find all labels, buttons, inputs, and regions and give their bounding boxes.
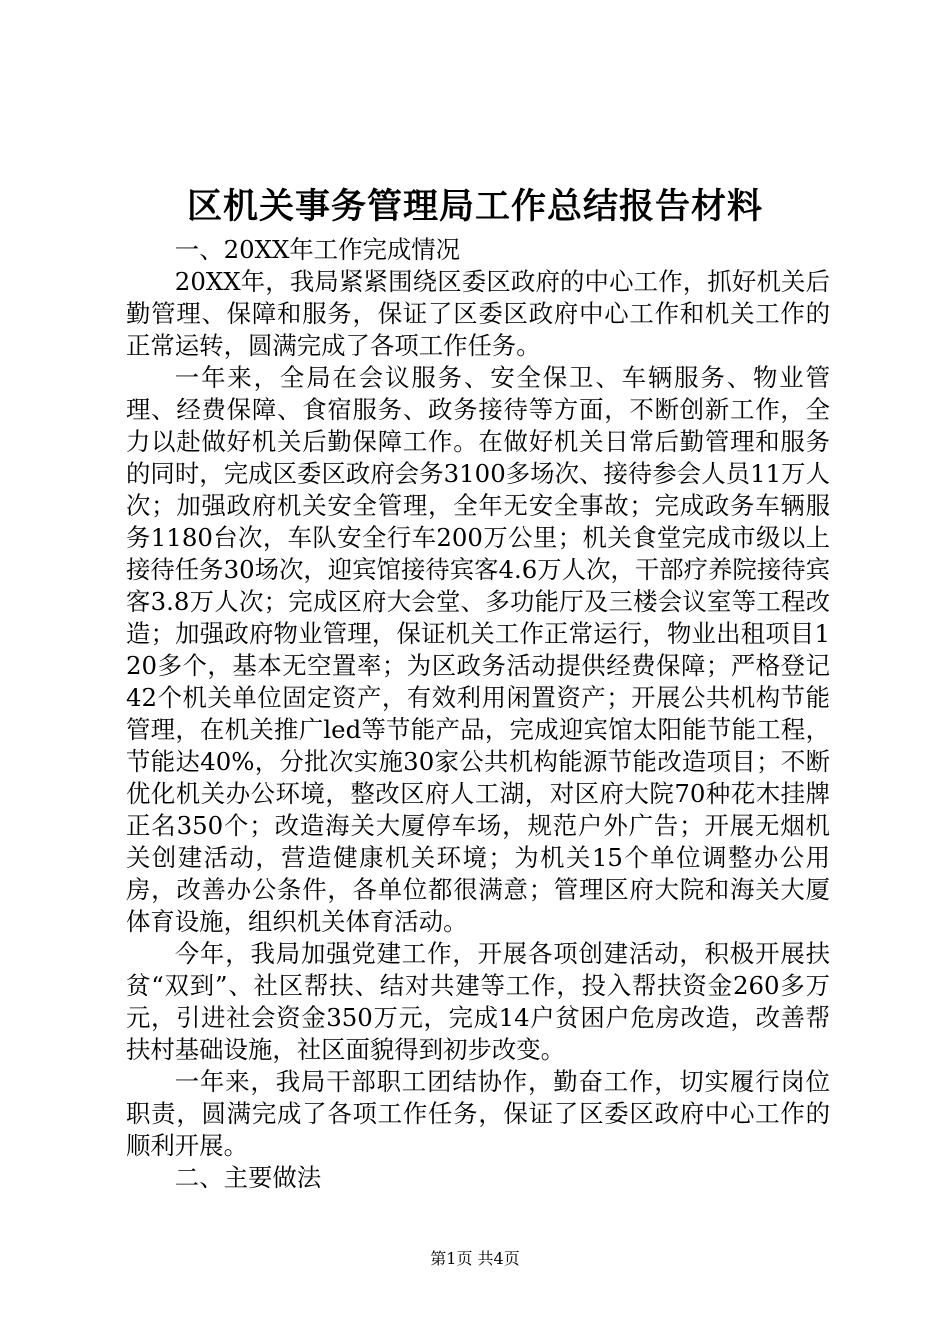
section-heading: 二、主要做法: [174, 1163, 322, 1192]
document-title: 区机关事务管理局工作总结报告材料: [186, 186, 763, 227]
paragraph: 一年来，全局在会议服务、安全保卫、车辆服务、物业管理、经费保障、食宿服务、政务接待等方面，不断创新工作，全力以赴做好机关后勤保障工作。在做好机关日常后勤管理和服务的同时，完成区委区政府会务3100多场次、接待参会人员11万人次；加强政府机关安全管理，全年无安全事故；完成政务车辆服务1180台次，车队安全行车200万公里；机关食堂完成市级以上接待任务30场次，迎宾馆接待宾客4.6万人次，干部疗养院接待宾客3.8万人次；完成区府大会堂、多功能厅及三楼会议室等工程改造；加强政府物业管理，保证机关工作正常运行，物业出租项目120多个，基本无空置率；为区政务活动提供经费保障；严格登记42个机关单位固定资产，有效利用闲置资产；开展公共机构节能管理，在机关推广led等节能产品，完成迎宾馆太阳能节能工程，节能达40%，分批次实施30家公共机构能源节能改造项目；不断优化机关办公环境，整改区府人工湖，对区府大院70种花木挂牌正名350个；改造海关大厦停车场，规范户外广告；开展无烟机关创建活动，营造健康机关环境；为机关15个单位调整办公用房，改善办公条件，各单位都很满意；管理区府大院和海关大厦体育设施，组织机关体育活动。: [126, 363, 830, 936]
paragraph: 20XX年，我局紧紧围绕区委区政府的中心工作，抓好机关后勤管理、保障和服务，保证了区委区政府中心工作和机关工作的正常运转，圆满完成了各项工作任务。: [126, 267, 830, 360]
page-footer: 第1页 共4页: [430, 1249, 520, 1268]
document-body: [126, 234, 830, 1194]
paragraph: 一年来，我局干部职工团结协作，勤奋工作，切实履行岗位职责，圆满完成了各项工作任务，保证了区委区政府中心工作的顺利开展。: [126, 1067, 830, 1160]
paragraph: 今年，我局加强党建工作，开展各项创建活动，积极开展扶贫“双到”、社区帮扶、结对共建等工作，投入帮扶资金260多万元，引进社会资金350万元，完成14户贫困户危房改造，改善帮扶村基础设施，社区面貌得到初步改变。: [126, 939, 830, 1064]
section-heading: 一、20XX年工作完成情况: [174, 235, 461, 264]
